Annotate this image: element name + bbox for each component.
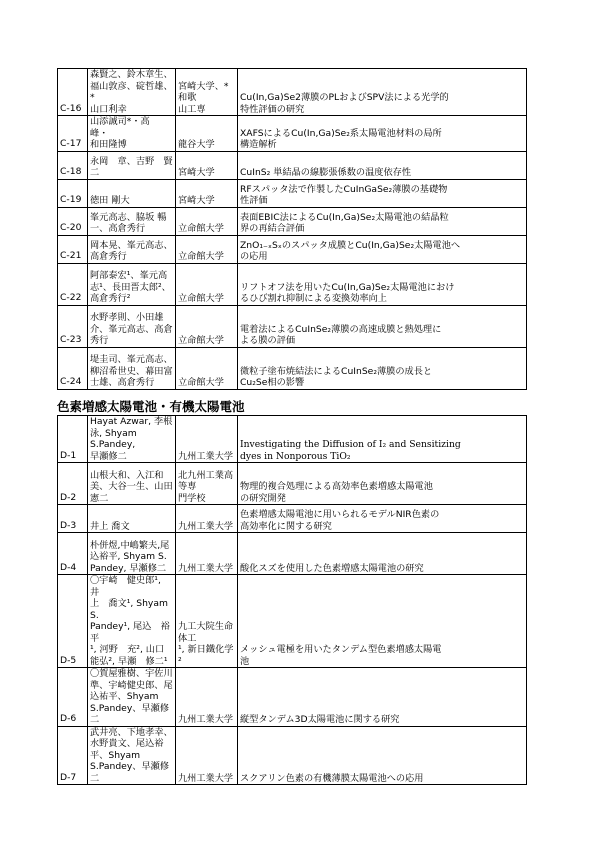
affiliation-cell: 九工大院生命体工 ¹, 新日鐵化学² bbox=[176, 575, 238, 668]
table-row bbox=[58, 305, 527, 347]
row-id-cell: C-22 bbox=[58, 263, 88, 305]
table-row bbox=[58, 416, 527, 463]
table-section-d bbox=[57, 415, 527, 785]
row-id-cell: C-16 bbox=[58, 69, 88, 116]
table-row bbox=[58, 668, 527, 727]
title-cell: 酸化スズを使用した色素増感太陽電池の研究 bbox=[238, 533, 527, 575]
row-id-cell: D-2 bbox=[58, 463, 88, 505]
authors-cell: Hayat Azwar, 李根 泳, Shyam S.Pandey, 早瀬修二 bbox=[88, 416, 176, 463]
row-id-cell: D-5 bbox=[58, 575, 88, 668]
affiliation-cell: 九州工業大学 bbox=[176, 505, 238, 533]
authors-cell: 峯元高志、脇坂 暢 一、高倉秀行 bbox=[88, 207, 176, 235]
table-row bbox=[58, 151, 527, 179]
authors-cell: 〇宇崎 健史郎¹, 井 上 喬文¹, Shyam S. Pandey¹, 尾込 裕平 ¹, 河野 充², 山口 能弘², 早瀬 修二¹ bbox=[88, 575, 176, 668]
row-id-cell: D-4 bbox=[58, 533, 88, 575]
row-id-cell: D-6 bbox=[58, 668, 88, 727]
title-cell: メッシュ電極を用いたタンデム型色素増感太陽電 池 bbox=[238, 575, 527, 668]
authors-cell: 〇賀屋雅樹、宇佐川 準、宇崎健史郎、尾 込祐平、Shyam S.Pandey、早瀬修二 bbox=[88, 668, 176, 727]
title-cell: CuInS₂ 単結晶の線膨張係数の温度依存性 bbox=[238, 151, 527, 179]
table-row bbox=[58, 505, 527, 533]
table-row bbox=[58, 347, 527, 389]
affiliation-cell: 九州工業大学 bbox=[176, 533, 238, 575]
title-cell: リフトオフ法を用いたCu(In,Ga)Se₂太陽電池におけ るひび割れ抑制による変換効率向上 bbox=[238, 263, 527, 305]
row-id-cell: C-17 bbox=[58, 116, 88, 152]
table-row bbox=[58, 207, 527, 235]
affiliation-cell: 立命館大学 bbox=[176, 347, 238, 389]
row-id-cell: D-7 bbox=[58, 726, 88, 785]
authors-cell: 朴併煜,中嶋繁夫,尾 込裕平, Shyam S. Pandey, 早瀬修二 bbox=[88, 533, 176, 575]
authors-cell: 岡本晃、峯元高志、 高倉秀行 bbox=[88, 235, 176, 263]
authors-cell: 武井亮、下地孝幸、 水野貴文、尾込裕 平、Shyam S.Pandey、早瀬修二 bbox=[88, 726, 176, 785]
table-row bbox=[58, 575, 527, 668]
row-id-cell: D-1 bbox=[58, 416, 88, 463]
authors-cell: 井上 喬文 bbox=[88, 505, 176, 533]
title-cell: Cu(In,Ga)Se2薄膜のPLおよびSPV法による光学的 特性評価の研究 bbox=[238, 69, 527, 116]
row-id-cell: C-18 bbox=[58, 151, 88, 179]
affiliation-cell: 立命館大学 bbox=[176, 207, 238, 235]
authors-cell: 水野孝則、小田雄 介、峯元高志、高倉 秀行 bbox=[88, 305, 176, 347]
table-row bbox=[58, 263, 527, 305]
table-row bbox=[58, 179, 527, 207]
row-id-cell: C-24 bbox=[58, 347, 88, 389]
row-id-cell: D-3 bbox=[58, 505, 88, 533]
table-row bbox=[58, 533, 527, 575]
affiliation-cell: 九州工業大学 bbox=[176, 726, 238, 785]
table-section-c bbox=[57, 68, 527, 390]
title-cell: 縦型タンデム3D太陽電池に関する研究 bbox=[238, 668, 527, 727]
table-row bbox=[58, 235, 527, 263]
row-id-cell: C-19 bbox=[58, 179, 88, 207]
title-cell: Investigating the Diffusion of I₂ and Sensitizing dyes in Nonporous TiO₂ bbox=[238, 416, 527, 463]
affiliation-cell: 龍谷大学 bbox=[176, 116, 238, 152]
affiliation-cell: 九州工業大学 bbox=[176, 416, 238, 463]
section-heading-dye-sensitized-organic: 色素増感太陽電池・有機太陽電池 bbox=[57, 399, 245, 414]
authors-cell: 山添誠司*・高 峰・ 和田隆博 bbox=[88, 116, 176, 152]
affiliation-cell: 立命館大学 bbox=[176, 305, 238, 347]
authors-cell: 堤圭司、峯元高志、 柳沼希世史、幕田富 士雄、高倉秀行 bbox=[88, 347, 176, 389]
authors-cell: 山根大和、入江和 美、大谷一生、山田 憲二 bbox=[88, 463, 176, 505]
authors-cell: 阿部泰宏¹、峯元高 志¹、長田晋太郎²、 高倉秀行² bbox=[88, 263, 176, 305]
authors-cell: 徳田 剛大 bbox=[88, 179, 176, 207]
title-cell: 物理的複合処理による高効率色素増感太陽電池 の研究開発 bbox=[238, 463, 527, 505]
table-row bbox=[58, 463, 527, 505]
row-id-cell: C-23 bbox=[58, 305, 88, 347]
affiliation-cell: 宮崎大学、*和歌 山工専 bbox=[176, 69, 238, 116]
affiliation-cell: 北九州工業高等専 門学校 bbox=[176, 463, 238, 505]
row-id-cell: C-21 bbox=[58, 235, 88, 263]
affiliation-cell: 九州工業大学 bbox=[176, 668, 238, 727]
affiliation-cell: 宮崎大学 bbox=[176, 179, 238, 207]
affiliation-cell: 宮崎大学 bbox=[176, 151, 238, 179]
affiliation-cell: 立命館大学 bbox=[176, 235, 238, 263]
authors-cell: 永岡 章、吉野 賢 二 bbox=[88, 151, 176, 179]
title-cell: ZnO₁₋ₓSₓのスパッタ成膜とCu(In,Ga)Se₂太陽電池へ の応用 bbox=[238, 235, 527, 263]
table-row bbox=[58, 116, 527, 152]
authors-cell: 森賢之、鈴木章生、 福山敦彦、碇哲雄、* 山口利幸 bbox=[88, 69, 176, 116]
title-cell: 色素増感太陽電池に用いられるモデルNIR色素の 高効率化に関する研究 bbox=[238, 505, 527, 533]
title-cell: RFスパッタ法で作製したCuInGaSe₂薄膜の基礎物 性評価 bbox=[238, 179, 527, 207]
title-cell: 電着法によるCuInSe₂薄膜の高速成膜と熱処理に よる膜の評価 bbox=[238, 305, 527, 347]
table-row bbox=[58, 69, 527, 116]
title-cell: 微粒子塗布焼結法によるCuInSe₂薄膜の成長と Cu₂Se相の影響 bbox=[238, 347, 527, 389]
table-row bbox=[58, 726, 527, 785]
title-cell: スクアリン色素の有機薄膜太陽電池への応用 bbox=[238, 726, 527, 785]
row-id-cell: C-20 bbox=[58, 207, 88, 235]
affiliation-cell: 立命館大学 bbox=[176, 263, 238, 305]
title-cell: 表面EBIC法によるCu(In,Ga)Se₂太陽電池の結晶粒 界の再結合評価 bbox=[238, 207, 527, 235]
title-cell: XAFSによるCu(In,Ga)Se₂系太陽電池材料の局所 構造解析 bbox=[238, 116, 527, 152]
